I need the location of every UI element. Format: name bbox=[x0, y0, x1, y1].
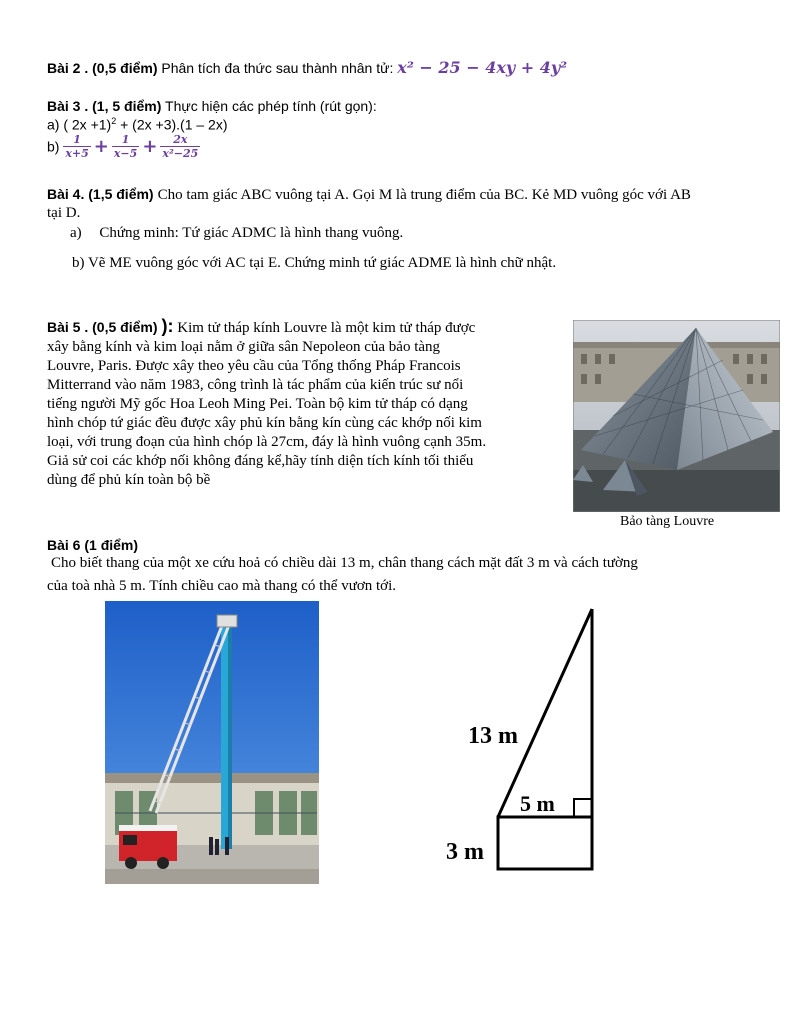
fraction-1-denominator: x+5 bbox=[65, 147, 89, 160]
bai5-paragraph bbox=[47, 317, 567, 490]
bai3-text: Thực hiện các phép tính (rút gọn): bbox=[165, 98, 377, 114]
bai5-text-line: Giả sử coi các khớp nối không đáng kể,hãy tính diện tích kính tối thiểu bbox=[47, 453, 474, 469]
bai4-label: Bài 4. (1,5 điểm) bbox=[47, 186, 154, 202]
bai3-a-prefix: a) ( 2x +1) bbox=[47, 116, 112, 133]
bai5-text-line: loại, với trung đoạn của hình chóp là 27cm, đáy là hình vuông cạnh 35m. bbox=[47, 434, 487, 450]
bai5-label: Bài 5 . (0,5 điểm) bbox=[47, 319, 158, 335]
louvre-caption: Bảo tàng Louvre bbox=[620, 514, 715, 529]
right-angle-marker bbox=[574, 799, 592, 817]
bai3-label: Bài 3 . (1, 5 điểm) bbox=[47, 98, 162, 114]
bai6-line1-text: Cho biết thang của một xe cứu hoả có chiều dài 13 m, chân thang cách mặt đất 3 m và cách tường bbox=[51, 555, 638, 571]
bai6-line2: của toà nhà 5 m. Tính chiều cao mà thang có thể vươn tới. bbox=[47, 578, 397, 594]
bai5-line-first bbox=[47, 317, 567, 338]
fraction-1-numerator: 1 bbox=[63, 133, 90, 147]
bai5-text-line: Kim tử tháp kính Louvre là một kim tử tháp được bbox=[177, 320, 476, 336]
plus-sign: + bbox=[142, 136, 158, 157]
ground-height-label: 3 m bbox=[446, 839, 484, 865]
fraction-3-numerator: 2x bbox=[160, 133, 200, 147]
bai5-text-line: dùng để phủ kín toàn bộ bề bbox=[47, 472, 211, 488]
ladder-length-label: 13 m bbox=[468, 723, 518, 749]
fraction-1 bbox=[63, 133, 90, 160]
fraction-2 bbox=[112, 133, 139, 160]
bai4-a-text: Chứng minh: Tứ giác ADMC là hình thang vuông. bbox=[99, 225, 404, 241]
bai2-text: Phân tích đa thức sau thành nhân tử: bbox=[161, 60, 394, 76]
bai3-a-rest: + (2x +3).(1 – 2x) bbox=[116, 116, 228, 133]
bai5-text-line: Louvre, Paris. Được xây theo yêu cầu của Tổng thống Pháp Francois bbox=[47, 358, 461, 374]
bai5-text-line: tiếng người Mỹ gốc Hoa Leoh Ming Pei. Toàn bộ kim tử tháp có dạng bbox=[47, 396, 468, 412]
bai5-text-line: Mitterrand vào năm 1983, công trình là tác phẩm của kiến trúc sư nổi bbox=[47, 377, 464, 393]
base-distance-label: 5 m bbox=[520, 791, 555, 816]
louvre-pyramid-photo bbox=[573, 320, 780, 512]
bai6-line1 bbox=[47, 555, 638, 572]
fraction-3 bbox=[160, 133, 200, 160]
bai3-a-exponent: 2 bbox=[111, 116, 117, 126]
bai4-part-b: b) Vẽ ME vuông góc với AC tại E. Chứng minh tứ giác ADME là hình chữ nhật. bbox=[72, 255, 557, 271]
bai4-a-label: a) bbox=[70, 225, 82, 241]
fraction-2-denominator: x−5 bbox=[113, 147, 138, 160]
bai4-text: Cho tam giác ABC vuông tại A. Gọi M là trung điểm của BC. Kẻ MD vuông góc với AB bbox=[157, 187, 691, 203]
bai5-colon: ): bbox=[161, 316, 174, 336]
bai4-line1 bbox=[47, 186, 691, 204]
fire-truck-ladder-photo bbox=[105, 601, 319, 884]
ladder-triangle-diagram bbox=[440, 605, 610, 875]
plus-sign: + bbox=[93, 136, 109, 157]
bai3-part-a bbox=[47, 116, 228, 133]
fraction-3-denominator: x²−25 bbox=[162, 147, 199, 160]
bai3-part-b bbox=[47, 133, 200, 160]
bai2-label: Bài 2 . (0,5 điểm) bbox=[47, 60, 158, 76]
bai2-line bbox=[47, 58, 567, 77]
bai5-text-line: hình chóp tứ giác đều được xây phủ kín bằng kín cùng các khớp nối kim bbox=[47, 415, 482, 431]
bai4-line2: tại D. bbox=[47, 205, 81, 221]
ground-rectangle bbox=[498, 817, 592, 869]
bai4-part-a bbox=[70, 225, 403, 242]
bai6-label-text: Bài 6 (1 điểm) bbox=[47, 537, 139, 553]
ladder-line bbox=[498, 609, 592, 817]
bai3-heading bbox=[47, 98, 377, 114]
fraction-2-numerator: 1 bbox=[112, 133, 139, 147]
bai3-b-prefix: b) bbox=[47, 138, 60, 155]
bai2-expression: x² − 25 − 4xy + 4y² bbox=[397, 58, 568, 77]
bai5-text-line: xây bằng kính và kim loại nằm ở giữa sân Nepoleon của bảo tàng bbox=[47, 339, 441, 355]
bai6-label bbox=[47, 537, 138, 553]
